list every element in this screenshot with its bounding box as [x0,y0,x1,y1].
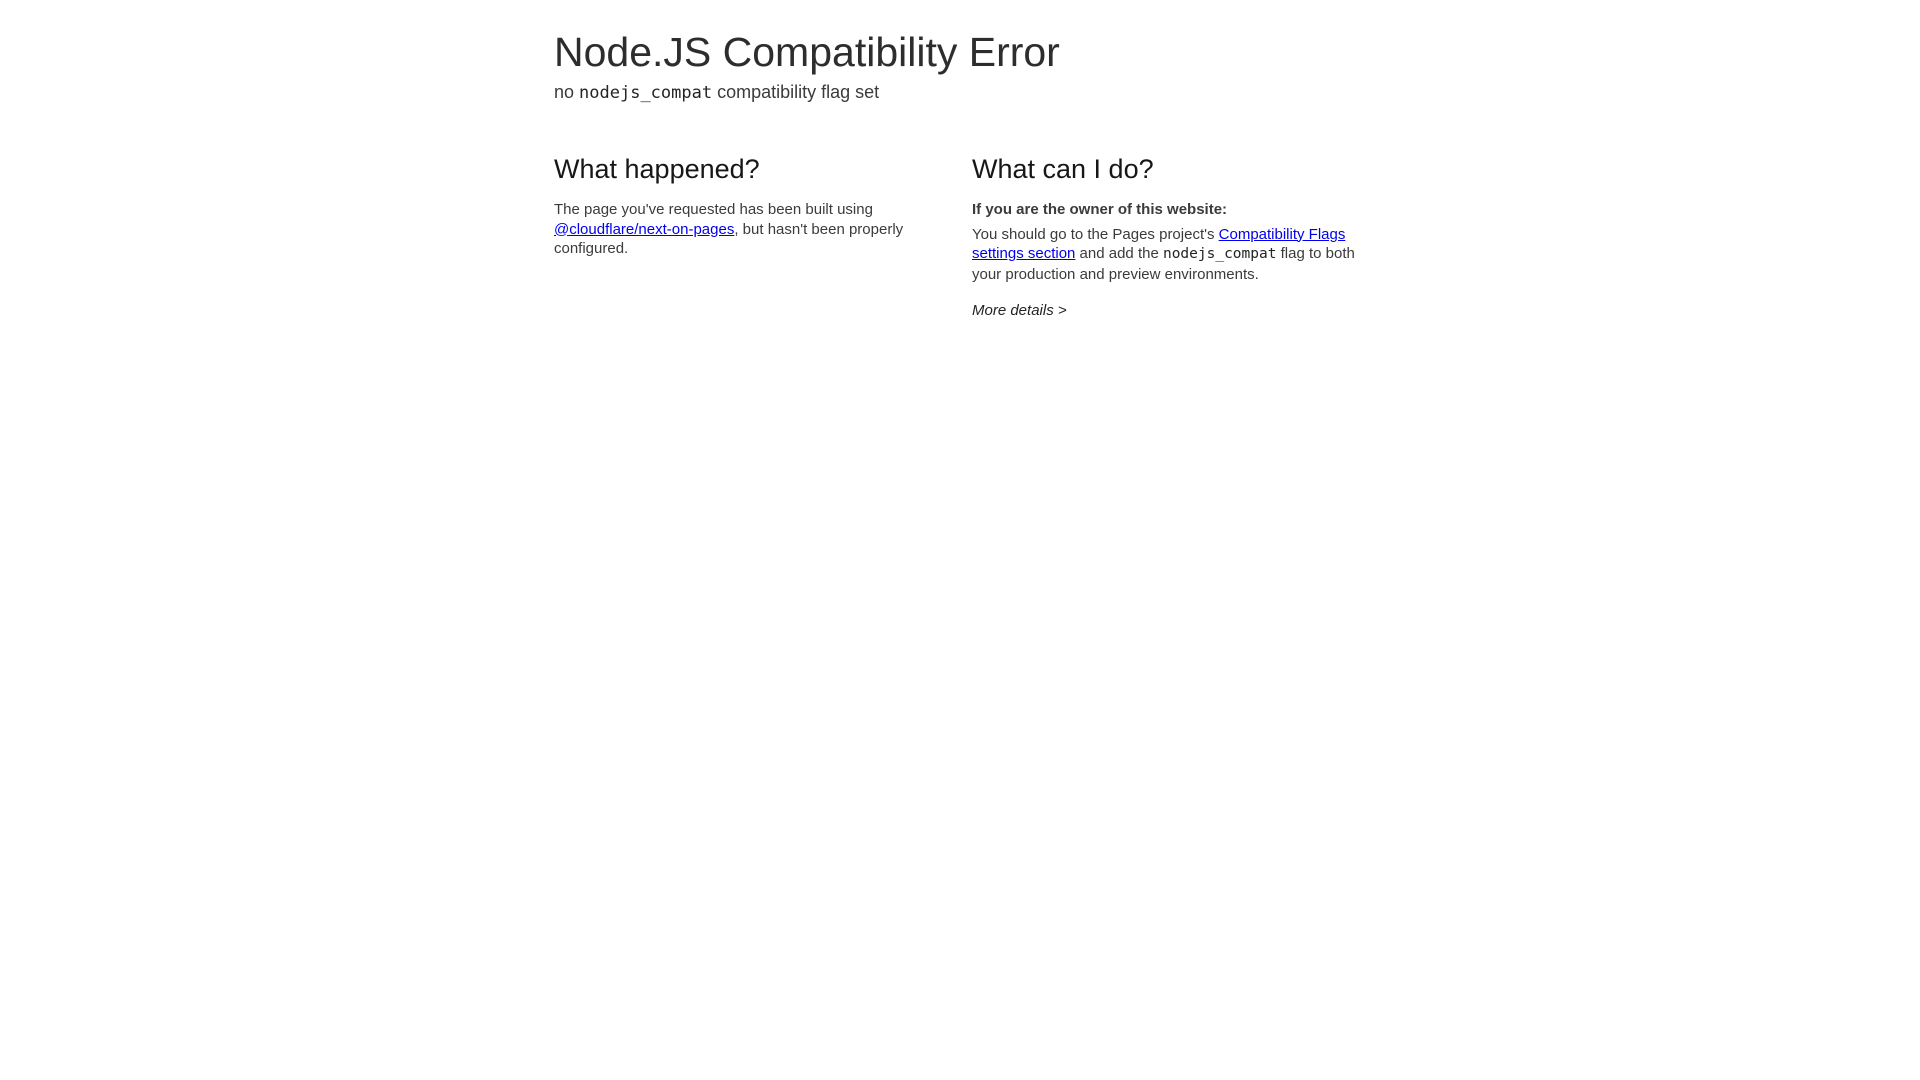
more-details-row [972,301,1366,321]
subtitle-suffix: compatibility flag set [712,82,880,102]
error-header [554,27,1366,105]
subtitle-prefix: no [554,82,580,102]
instructions-text-end: flag to both your production and preview environments. [972,245,1355,283]
nodejs-compat-inline-code: nodejs_compat [1162,246,1277,262]
page-subtitle [554,80,1366,105]
what-can-i-do-paragraph [972,225,1366,285]
what-happened-text-start: The page you've requested has been built using [554,201,873,218]
what-happened-paragraph [554,200,926,259]
compatibility-flags-settings-link[interactable]: Compatibility Flags settings section [972,225,1346,262]
what-happened-heading: What happened? [554,154,760,184]
owner-notice: If you are the owner of this website: [972,201,1228,218]
content-container [554,0,1366,333]
section-what-happened [554,153,960,333]
next-on-pages-link[interactable]: @cloudflare/next-on-pages [554,220,735,238]
content-columns [554,153,1366,333]
section-what-can-i-do [960,153,1366,333]
what-happened-text-end: , but hasn't been properly configured. [554,220,904,257]
instructions-text-start: You should go to the Pages project's [972,225,1219,243]
more-details-link[interactable]: More details > [972,302,1067,319]
instructions-text-mid: and add the [1075,245,1163,262]
nodejs-compat-flag-code: nodejs_compat [579,83,713,103]
what-can-i-do-heading: What can I do? [972,154,1154,184]
page-title: Node.JS Compatibility Error [554,29,1060,75]
